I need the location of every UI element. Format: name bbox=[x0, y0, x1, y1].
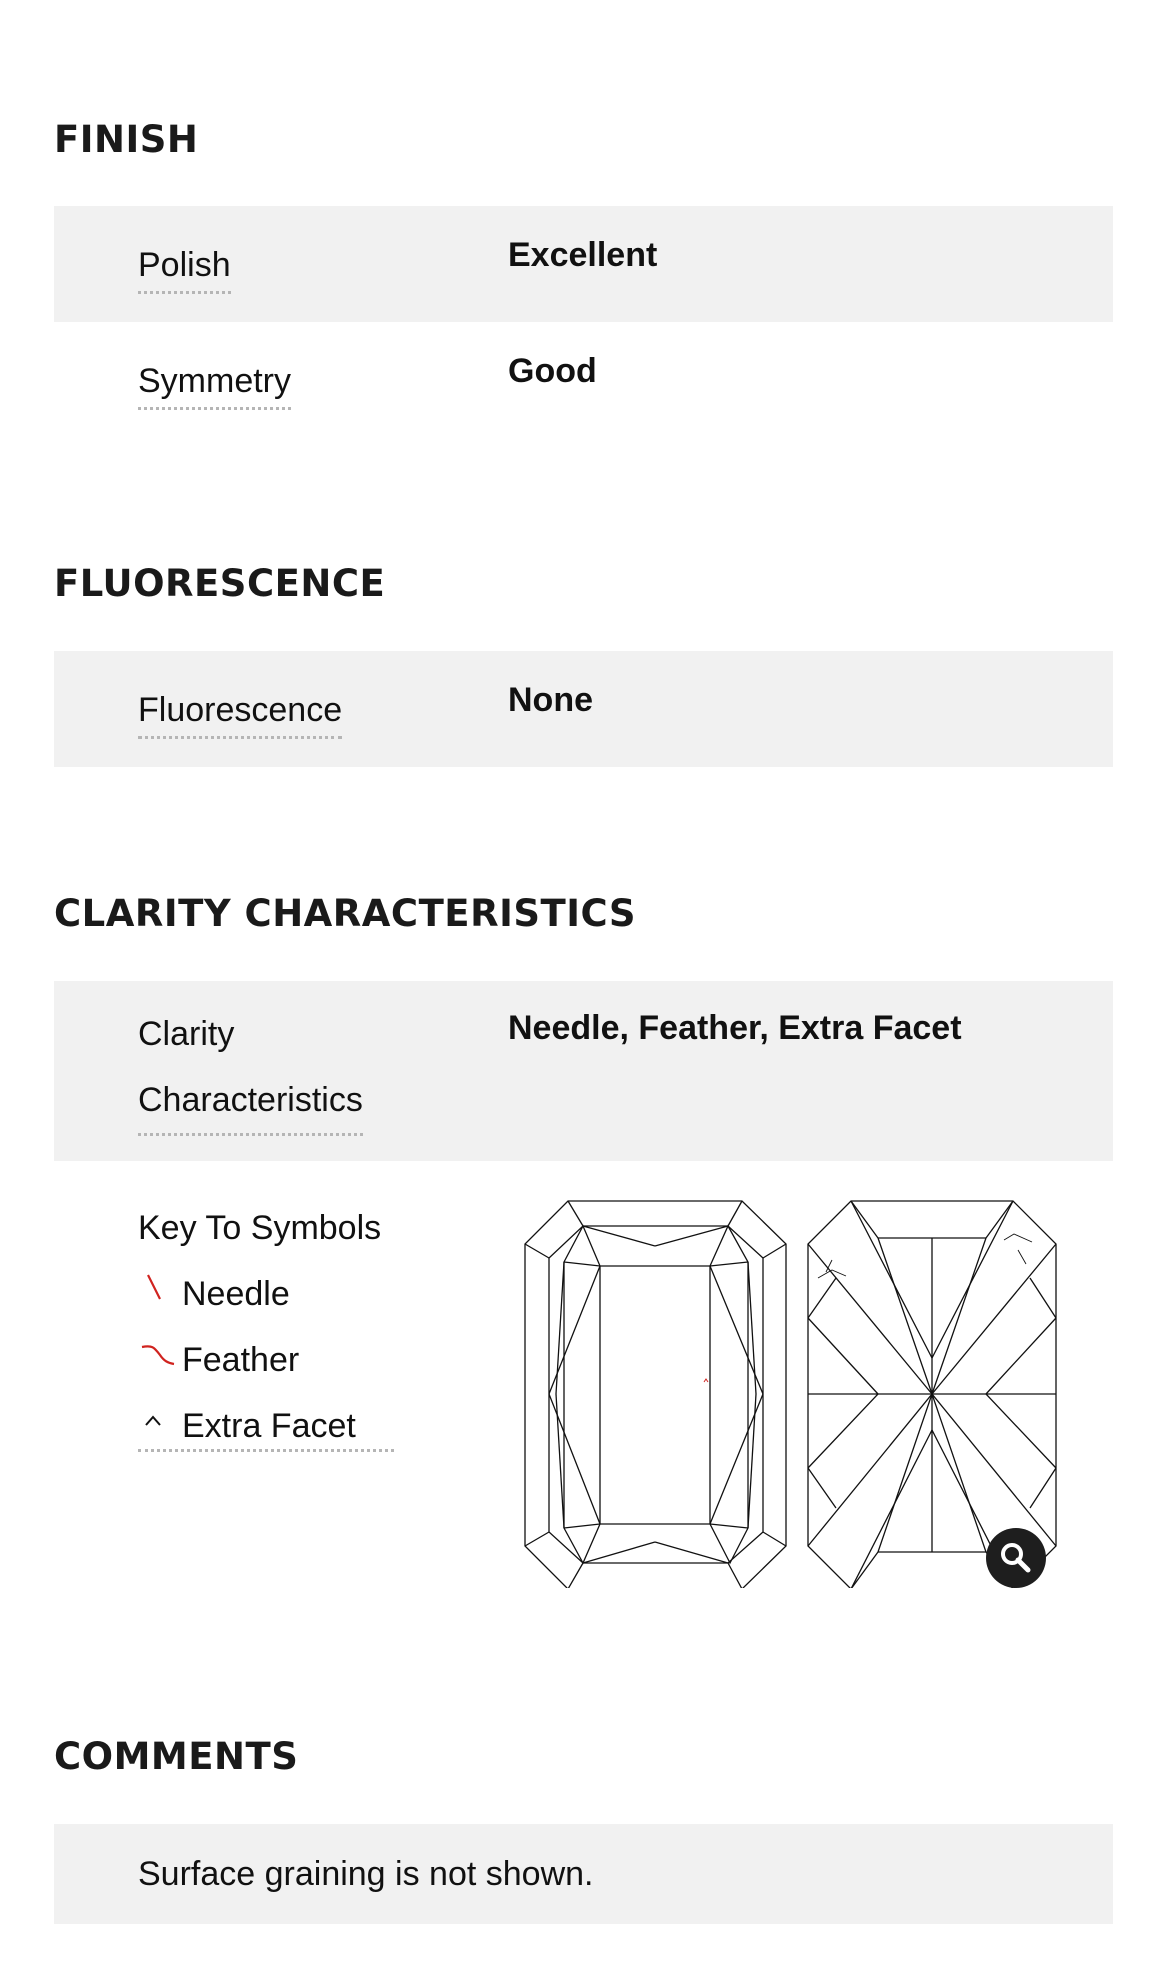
zoom-button[interactable] bbox=[986, 1528, 1046, 1588]
symmetry-row bbox=[54, 322, 1113, 438]
fluorescence-label[interactable]: Fluorescence bbox=[138, 677, 342, 743]
key-item-feather: Feather bbox=[138, 1327, 398, 1393]
symmetry-label[interactable]: Symmetry bbox=[138, 348, 291, 414]
fluorescence-row bbox=[54, 651, 1113, 767]
polish-label[interactable]: Polish bbox=[138, 232, 231, 298]
fluorescence-heading: FLUORESCENCE bbox=[54, 562, 386, 605]
fluorescence-value: None bbox=[508, 681, 593, 719]
key-to-symbols-title: Key To Symbols bbox=[138, 1209, 382, 1247]
comments-row bbox=[54, 1824, 1113, 1924]
clarity-label[interactable]: Clarity Characteristics bbox=[138, 1001, 363, 1136]
feather-icon bbox=[138, 1329, 182, 1395]
symmetry-value: Good bbox=[508, 352, 597, 390]
clarity-row bbox=[54, 981, 1113, 1161]
key-item-needle: Needle bbox=[138, 1261, 398, 1327]
needle-icon bbox=[138, 1263, 182, 1329]
comments-heading: COMMENTS bbox=[54, 1735, 299, 1778]
polish-row bbox=[54, 206, 1113, 322]
finish-heading: FINISH bbox=[54, 118, 199, 161]
magnifier-icon bbox=[986, 1528, 1046, 1588]
clarity-heading: CLARITY CHARACTERISTICS bbox=[54, 892, 636, 935]
crown-diagram bbox=[525, 1201, 786, 1588]
key-item-extra-facet: Extra Facet bbox=[138, 1393, 398, 1459]
comments-text: Surface graining is not shown. bbox=[138, 1855, 594, 1893]
extra-facet-icon bbox=[138, 1395, 182, 1461]
polish-value: Excellent bbox=[508, 236, 658, 274]
key-to-symbols[interactable] bbox=[138, 1195, 398, 1452]
clarity-value: Needle, Feather, Extra Facet bbox=[508, 1009, 962, 1047]
